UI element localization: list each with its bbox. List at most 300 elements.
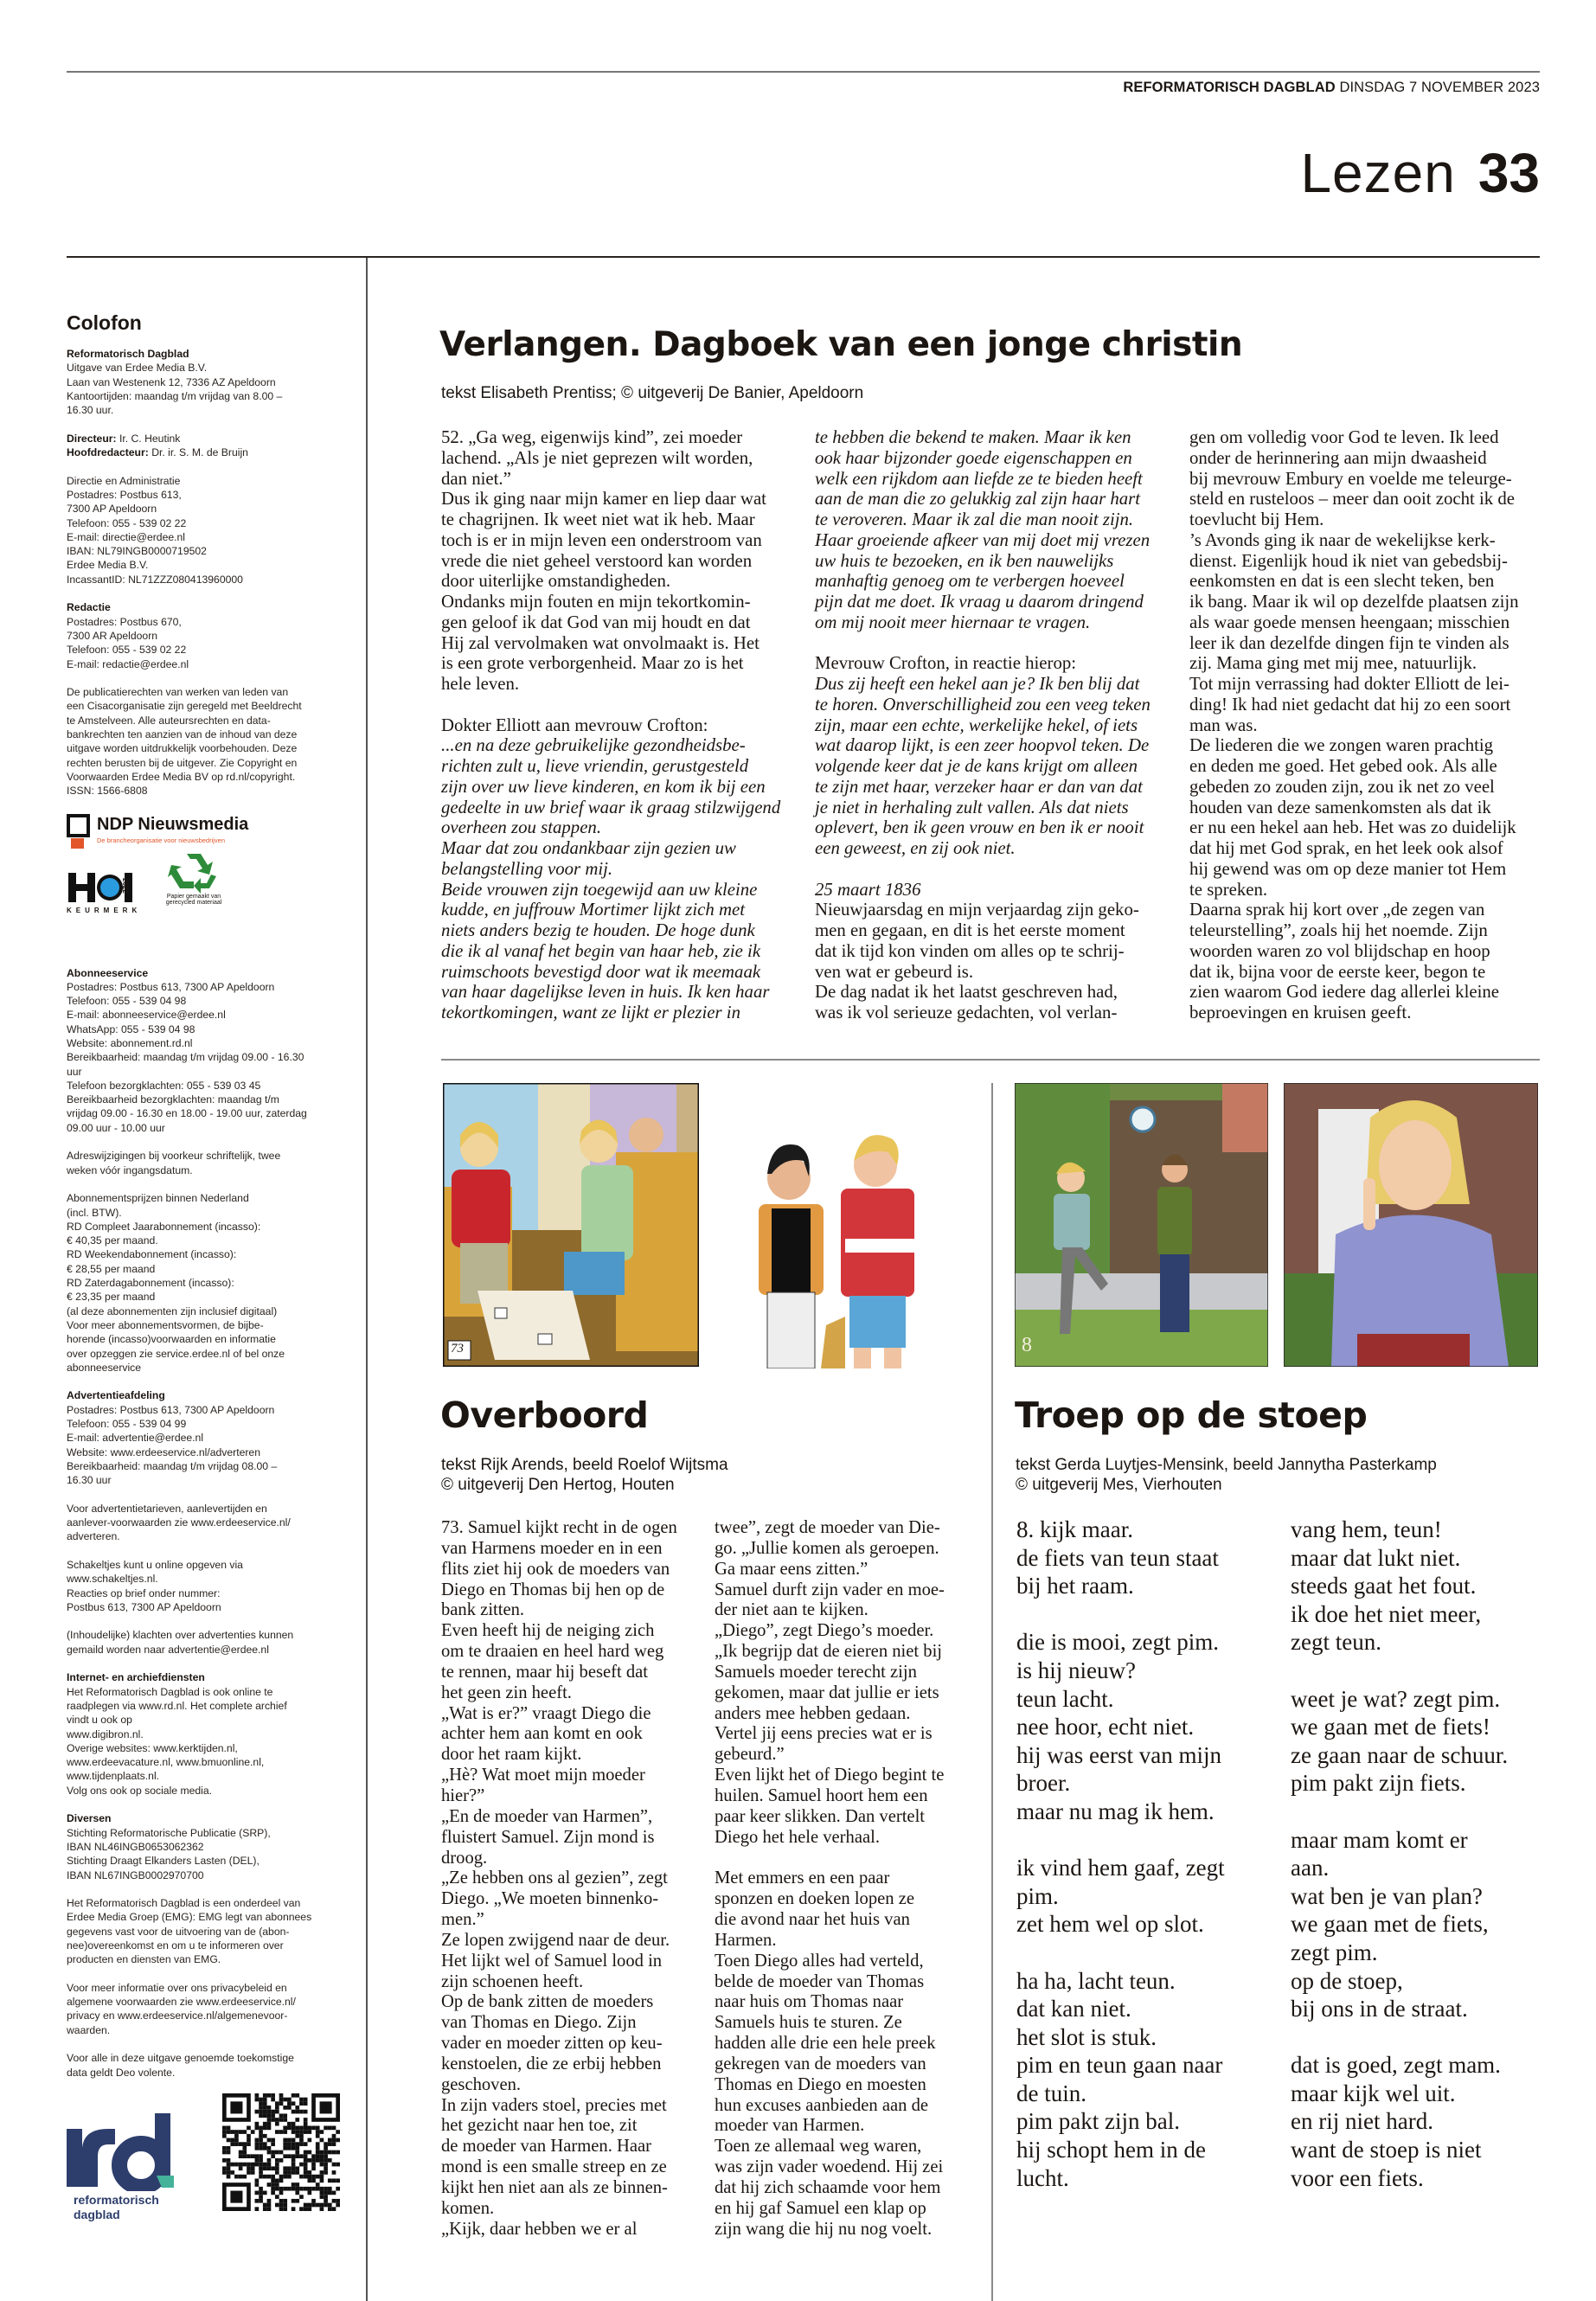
overboord-line: Diego en Thomas bij hen op de [441, 1580, 665, 1599]
overboord-line: van Thomas en Diego. Zijn [441, 2013, 637, 2033]
article-line: was ik vol serieuze gedachten, vol verlan- [815, 1003, 1118, 1022]
overboord-line: „Hè? Wat moet mijn moeder [441, 1766, 645, 1785]
article-line: kudde, en juffrouw Mortimer lijkt zich met [441, 900, 745, 920]
article-line: Mevrouw Crofton, in reactie hierop: [815, 653, 1077, 674]
colofon-logos [67, 798, 352, 966]
article-line [815, 859, 1151, 880]
colofon-line: IBAN NL67INGB0002970700 [67, 1868, 204, 1881]
section-name: Lezen [1300, 142, 1456, 204]
colofon-line [67, 600, 352, 614]
overboord-line: Even lijkt het of Diego begint te [715, 1766, 945, 1785]
troep-line: steeds gaat het fout. [1291, 1573, 1477, 1599]
blank-line [67, 1798, 352, 1811]
colofon-line: Kantoortijden: maandag t/m vrijdag van 8.00 – [67, 389, 283, 402]
troep-title: Troep op de stoep [1015, 1394, 1368, 1436]
article-line: men en gegaan, en dit is het eerste moment [815, 920, 1125, 940]
troep-line: hij was eerst van mijn [1016, 1741, 1221, 1768]
overboord-line: hun excuses aanbieden aan de [715, 2095, 929, 2115]
colofon-line: raadplegen via www.rd.nl. Het complete archief [67, 1699, 287, 1712]
troep-line: maar mam komt er [1291, 1826, 1468, 1853]
overboord-line: dat hij zich schaamde voor hem [715, 2178, 941, 2197]
recycle-caption-1: Papier gemaakt van [166, 893, 221, 900]
overboord-line: naar huis om Thomas naar [715, 1992, 904, 2012]
colofon-value: Dr. ir. S. M. de Bruijn [148, 446, 248, 459]
ndp-square-icon [67, 814, 90, 837]
overboord-line: „Ik begrijp dat de eieren niet bij [715, 1642, 943, 1662]
colofon-line: Bereikbaarheid: maandag t/m vrijdag 08.00 – [67, 1459, 278, 1472]
colofon-label: Advertentieafdeling [67, 1389, 165, 1402]
colofon-line: gemaild worden naar advertentie@erdee.nl [67, 1643, 269, 1656]
colofon-line: een Cisacorganisatie zijn geregeld met Beeldrecht [67, 700, 302, 713]
troep-panel-mother [1284, 1083, 1538, 1367]
ndp-tagline: De brancheorganisatie voor nieuwsbedrijven [97, 836, 226, 844]
overboord-line: anders mee hebben gedaan. [715, 1703, 911, 1723]
overboord-line: „En de moeder van Harmen”, [441, 1806, 653, 1826]
hoi-keurmerk-logo [67, 868, 144, 920]
overboord-line: der niet aan te kijken. [715, 1600, 869, 1620]
overboord-line: Vertel jij eens precies wat er is [715, 1724, 933, 1744]
header-rule [67, 256, 1540, 258]
troep-line: pim pakt zijn bal. [1016, 2108, 1180, 2135]
boys-playing-ball-illustration [1015, 1083, 1268, 1367]
article-line: dan niet.” [441, 468, 511, 489]
colofon-line: Telefoon: 055 - 539 02 22 [67, 644, 187, 657]
colofon-line: Voor alle in deze uitgave genoemde toekomstige [67, 2052, 294, 2065]
blank-line [67, 1177, 352, 1191]
troep-line: die is mooi, zegt pim. [1016, 1629, 1219, 1656]
colofon-line: Het Reformatorisch Dagblad is een onderdeel van [67, 1897, 301, 1910]
colofon-line: Voor meer abonnementsvormen, de bijbe- [67, 1318, 264, 1331]
article-line: ven wat er gebeurd is. [815, 961, 974, 982]
colofon-line: Reacties op brief onder nummer: [67, 1586, 221, 1599]
hoi-label: KEURMERK [67, 906, 142, 914]
article-line: er nu een hekel aan heb. Het was zo duidelijk [1189, 817, 1516, 838]
overboord-line: Harmen. [715, 1930, 777, 1950]
overboord-line: flits ziet hij ook de moeders van [441, 1559, 670, 1579]
blank-line [67, 1882, 352, 1896]
mother-illustration [1284, 1083, 1538, 1367]
overboord-line: gekomen, maar dat jullie er iets [715, 1682, 939, 1702]
colofon-line: uitgave worden uitdrukkelijk voorbehouden. Deze [67, 742, 298, 755]
troep-line: bij het raam. [1016, 1573, 1134, 1599]
troep-line: de fiets van teun staat [1016, 1544, 1219, 1571]
troep-line: is hij nieuw? [1016, 1657, 1136, 1683]
overboord-line: Ga maar eens zitten.” [715, 1559, 869, 1579]
overboord-line: kijkt hen niet aan als ze binnen- [441, 2178, 668, 2197]
colofon-line [67, 1670, 352, 1684]
article-line: dat ik tijd kon vinden om alles op te schrij- [815, 940, 1125, 961]
troep-line: zet hem wel op slot. [1016, 1911, 1204, 1938]
troep-line: pim en teun gaan naar [1016, 2052, 1223, 2079]
colofon-label: Hoofdredacteur: [67, 446, 149, 459]
article-line: toevlucht bij Hem. [1189, 510, 1324, 529]
rd-logo [67, 2113, 188, 2234]
article-line: Dus ik ging naar mijn kamer en liep daar wat [441, 489, 766, 510]
article-line: welk een rijkdom aan liefde ze te bieden heeft [815, 468, 1143, 489]
colofon-line: Bereikbaarheid: maandag t/m vrijdag 09.00 - 16.30 [67, 1051, 304, 1064]
colofon-line: Voor meer informatie over ons privacybeleid en [67, 1981, 287, 1994]
overboord-line: go. „Jullie komen als geroepen. [715, 1538, 939, 1558]
colofon-line: Bereikbaarheid bezorgklachten: maandag t/m [67, 1093, 279, 1106]
colofon-label: Reformatorisch Dagblad [67, 348, 189, 360]
troep-line: maar kijk wel uit. [1291, 2080, 1456, 2106]
overboord-byline-2: © uitgeverij Den Hertog, Houten [441, 1476, 675, 1494]
overboord-line: kenstoelen, die ze erbij hebben [441, 2054, 662, 2073]
troep-line: teun lacht. [1016, 1685, 1114, 1712]
troep-line [1291, 1657, 1508, 1685]
overboord-line: gebeurd.” [715, 1745, 785, 1765]
troep-line: ik vind hem gaaf, zegt [1016, 1855, 1225, 1881]
overboord-line: droog. [441, 1848, 488, 1868]
troep-line: we gaan met de fiets! [1291, 1714, 1490, 1740]
colofon-label: Diversen [67, 1812, 112, 1825]
colofon-line: Abonnementsprijzen binnen Nederland [67, 1192, 249, 1205]
colofon-line: data geldt Deo volente. [67, 2066, 176, 2079]
colofon-line: rechten berusten bij de uitgever. Zie Copyright en [67, 756, 298, 769]
colofon-line [67, 1811, 352, 1825]
colofon-line: 16.30 uur [67, 1474, 112, 1487]
article-line: pijn dat me doet. Ik vraag u daarom dringend [815, 592, 1144, 612]
colofon-line: horende (incasso)voorwaarden en informatie [67, 1333, 276, 1346]
article-line: Ondanks mijn fouten en mijn tekortkomin- [441, 592, 751, 612]
overboord-line: door het raam kijkt. [441, 1745, 582, 1765]
colofon-line: over opzeggen zie service.erdee.nl of bel onze [67, 1347, 285, 1360]
article-column-2 [815, 427, 1151, 1023]
colofon-line: IncassantID: NL71ZZZ080413960000 [67, 573, 243, 586]
overboord-line: hadden alle drie een hele preek [715, 2034, 936, 2054]
troep-line: zegt pim. [1291, 1939, 1378, 1965]
article-line: Tot mijn verrassing had dokter Elliott de lei- [1189, 674, 1509, 694]
article-line: leer ik dan dezelfde dingen fijn te vinden als [1189, 632, 1509, 653]
blank-line [67, 1487, 352, 1501]
colofon-line: E-mail: redactie@erdee.nl [67, 657, 189, 670]
article-line: tekortkomingen, want ze lijkt er plezier in [441, 1003, 740, 1022]
article-line: door uiterlijke omstandigheden. [441, 571, 671, 592]
article-line: beproevingen en kruisen geeft. [1189, 1003, 1412, 1022]
masthead [1123, 80, 1540, 96]
troep-line [1291, 2023, 1508, 2052]
colofon-line: te Amstelveen. Alle auteursrechten en data- [67, 714, 271, 727]
overboord-line: zijn wang die hij nu nog voelt. [715, 2219, 933, 2239]
colofon-line [67, 432, 352, 445]
issue-date: DINSDAG 7 NOVEMBER 2023 [1339, 80, 1540, 95]
article-line: ruimschoots bevestigd door wat ik meemaak [441, 961, 761, 982]
overboord-line: hier?” [441, 1785, 485, 1805]
colofon-line: E-mail: abonneeservice@erdee.nl [67, 1009, 226, 1022]
article-line: te horen. Onverschilligheid zou een veeg teken [815, 694, 1151, 715]
troep-line: lucht. [1016, 2164, 1069, 2191]
colofon-line: bankrechten ten aanzien van de inhoud van deze [67, 728, 298, 741]
article-line: De liederen die we zongen waren prachtig [1189, 735, 1494, 756]
colofon-line: ISSN: 1566-6808 [67, 785, 148, 798]
colofon-line [67, 347, 352, 361]
troep-line: vang hem, teun! [1291, 1516, 1442, 1542]
article-line: 52. „Ga weg, eigenwijs kind”, zei moeder [441, 427, 743, 447]
overboord-line: huilen. Samuel hoort hem een [715, 1785, 928, 1805]
blank-line [67, 459, 352, 473]
troep-line: bij ons in de straat. [1291, 1996, 1468, 2022]
overboord-panel-boys [724, 1092, 966, 1368]
blank-line [67, 1375, 352, 1388]
colofon-line: RD Zaterdagabonnement (incasso): [67, 1277, 234, 1290]
article-line: hij gewend was om op deze manier tot Hem [1189, 858, 1507, 879]
troep-line: 8. kijk maar. [1016, 1516, 1133, 1542]
hoi-year: 2022 [121, 877, 129, 894]
colofon-line [67, 445, 352, 459]
article-line: uw huis te bezoeken, en ik ben nauwelijks [815, 550, 1114, 571]
colofon-value: Ir. C. Heutink [116, 432, 181, 445]
colofon-line: Postadres: Postbus 613, 7300 AP Apeldoorn [67, 980, 275, 993]
colofon-line: vindt u ook op [67, 1714, 132, 1727]
article-line: te zijn met haar, verzeker haar er dan van dat [815, 776, 1143, 797]
overboord-line: Diego het hele verhaal. [715, 1827, 880, 1847]
troep-line [1016, 1600, 1225, 1629]
article-title: Verlangen. Dagboek van een jonge christin [439, 325, 1243, 364]
blank-line [67, 1544, 352, 1558]
article-line: zijn over uw lieve kinderen, en kom ik bij een [441, 776, 766, 797]
article-line: bij mevrouw Embury en voelde me teleurge- [1189, 468, 1512, 489]
article-line: zijn, maar een echte, werkelijke hekel, of iets [815, 715, 1138, 735]
colofon-line: waarden. [67, 2023, 111, 2036]
article-line: lachend. „Als je niet geprezen wilt worden, [441, 447, 753, 468]
blank-line [67, 417, 352, 431]
article-bottom-rule [441, 1059, 1540, 1061]
article-line: zij. Mama ging met mij mee, natuurlijk. [1189, 653, 1477, 674]
troep-line [1291, 1798, 1508, 1826]
overboord-line: „Ze hebben ons al gezien”, zegt [441, 1868, 668, 1888]
blank-line [67, 2037, 352, 2051]
overboord-line: van Harmens moeder en in een [441, 1538, 663, 1558]
colofon [67, 311, 352, 2080]
overboord-column-1 [441, 1518, 677, 2240]
article-line: eenkomsten en dat is een slecht teken, ben [1189, 571, 1495, 592]
article-line: te veroveren. Maar ik zal die man nooit zijn. [815, 510, 1134, 529]
colofon-line: Voorwaarden Erdee Media BV op rd.nl/copyright. [67, 770, 296, 783]
article-line: steld en rusteloos – meer dan ooit zocht ik de [1189, 489, 1515, 510]
article-line: manhaftig genoeg om te verbergen hoeveel [815, 571, 1125, 592]
colofon-line: Telefoon: 055 - 539 04 99 [67, 1418, 187, 1430]
overboord-line: Samuels huis te sturen. Ze [715, 2013, 902, 2033]
colofon-line: WhatsApp: 055 - 539 04 98 [67, 1022, 195, 1035]
colofon-line: E-mail: advertentie@erdee.nl [67, 1432, 204, 1445]
troep-line: op de stoep, [1291, 1967, 1403, 1994]
article-line: hele leven. [441, 674, 520, 694]
overboord-line: om te draaien en heel hard weg [441, 1642, 664, 1662]
overboord-line: was zijn vader woedend. Hij zei [715, 2157, 944, 2177]
overboord-line: twee”, zegt de moeder van Die- [715, 1518, 940, 1537]
article-line: richten zult u, lieve vriendin, gerustgesteld [441, 756, 749, 776]
troep-line: we gaan met de fiets, [1291, 1911, 1489, 1938]
article-line: man was. [1189, 715, 1258, 735]
article-line [441, 695, 780, 715]
overboord-line: achter hem aan komt en ook [441, 1724, 643, 1744]
article-line: dat hij met God sprak, en het leek ook alsof [1189, 838, 1503, 858]
troep-line: broer. [1016, 1770, 1071, 1797]
article-line: Maar dat zou ondankbaar zijn gezien uw [441, 838, 736, 858]
overboord-line: belde de moeder van Thomas [715, 1971, 925, 1991]
colofon-line: uur [67, 1065, 82, 1078]
article-line: gedeelte in uw brief waar ik graag stilzwijgend [441, 797, 781, 817]
colofon-line: De publicatierechten van werken van leden van [67, 686, 289, 699]
troep-line: want de stoep is niet [1291, 2137, 1482, 2163]
colofon-label: Directeur: [67, 432, 117, 445]
overboord-line: fluistert Samuel. Zijn mond is [441, 1827, 655, 1847]
colofon-line: 7300 AP Apeldoorn [67, 503, 157, 516]
overboord-line: te rennen, maar hij beseft dat [441, 1662, 649, 1682]
colofon-line: www.erdeevacature.nl, www.bmuonline.nl, [67, 1756, 265, 1769]
overboord-line: Ze lopen zwijgend naar de deur. [441, 1930, 670, 1950]
overboord-title: Overboord [440, 1394, 649, 1436]
overboord-line: Diego. „We moeten binnenko- [441, 1889, 659, 1909]
overboord-line: men.” [441, 1910, 484, 1930]
overboord-line: „Kijk, daar hebben we er al [441, 2219, 638, 2239]
colofon-line: Website: abonnement.rd.nl [67, 1036, 193, 1049]
article-line: Daarna sprak hij kort over „de zegen van [1189, 900, 1485, 920]
article-line: volgende keer dat je de kans krijgt om alleen [815, 756, 1138, 776]
article-line: ...en na deze gebruikelijke gezondheidsbe- [441, 735, 746, 756]
colofon-line: 7300 AR Apeldoorn [67, 629, 158, 642]
overboord-line: Even heeft hij de neiging zich [441, 1621, 655, 1641]
colofon-line: IBAN: NL79INGB0000719502 [67, 545, 207, 558]
colofon-line: www.schakeltjes.nl. [67, 1573, 158, 1586]
colofon-label: Abonneeservice [67, 966, 149, 979]
overboord-line: Toen Diego alles had verteld, [715, 1951, 924, 1971]
troep-panel-playing-ball [1015, 1083, 1268, 1367]
colofon-part-1 [67, 347, 352, 798]
colofon-line: weken vóór ingangsdatum. [67, 1163, 193, 1176]
colofon-line: Directie en Administratie [67, 474, 181, 487]
article-line: je niet in herhaling zult vallen. Als dat niets [815, 797, 1129, 817]
qr-code-icon[interactable] [221, 2093, 341, 2211]
article-line: gen om volledig voor God te leven. Ik leed [1189, 427, 1499, 447]
two-boys-illustration [724, 1092, 966, 1368]
overboord-line: geschoven. [441, 2074, 522, 2094]
overboord-line: gekregen van de moeders van [715, 2054, 926, 2073]
article-line: vrede die niet geheel verstoord kan worden [441, 550, 753, 571]
article-line: dienst. Eigenlijk houd ik niet van gebedsbij- [1189, 550, 1508, 571]
article-line: van haar dagelijkse leven in huis. Ik ken haar [441, 982, 770, 1003]
overboord-line: het gezicht naar hen toe, zit [441, 2116, 638, 2136]
overboord-line: die avond naar het huis van [715, 1910, 910, 1930]
overboord-line [715, 1849, 945, 1869]
qr-code[interactable] [221, 2093, 341, 2211]
overboord-line: paar keer slikken. Dan vertelt [715, 1806, 926, 1826]
colofon-line: www.digibron.nl. [67, 1727, 144, 1740]
comics-divider [991, 1083, 993, 2301]
colofon-line: Telefoon: 055 - 539 02 22 [67, 516, 187, 529]
troep-line: hij schopt hem in de [1016, 2137, 1206, 2163]
article-line: Beide vrouwen zijn toegewijd aan uw kleine [441, 879, 758, 900]
troep-line: aan. [1291, 1855, 1330, 1881]
troep-line: het slot is stuk. [1016, 2023, 1157, 2050]
article-line: om mij nooit meer hiernaar te vragen. [815, 612, 1091, 632]
overboord-line: het geen zin heeft. [441, 1682, 572, 1702]
colofon-line: 09.00 uur - 10.00 uur [67, 1121, 165, 1134]
blank-line [67, 1657, 352, 1670]
article-line: te spreken. [1189, 879, 1268, 900]
article-line: 25 maart 1836 [815, 879, 921, 900]
ndp-name: NDP Nieuwsmedia [97, 814, 249, 834]
article-line: woorden waren zo vol blijdschap en hoop [1189, 940, 1490, 961]
overboord-line: 73. Samuel kijkt recht in de ogen [441, 1518, 677, 1537]
article-line: te chagrijnen. Ik weet niet wat ik heb. Maar [441, 510, 755, 529]
overboord-line: mond is een smalle streep en ze [441, 2157, 667, 2177]
colofon-part-2 [67, 966, 352, 2080]
colofon-line: Erdee Media B.V. [67, 559, 149, 572]
article-line: Haar groeiende afkeer van mij doet mij vrezen [815, 529, 1151, 550]
article-line: gebeden zo zouden zijn, zou ik net zo veel [1189, 776, 1495, 797]
rd-logo-text-2: dagblad [74, 2208, 120, 2221]
article-line: ’s Avonds ging ik naar de wekelijkse kerk- [1189, 529, 1496, 550]
article-line: gen geloof ik dat God van mij houdt en dat [441, 612, 751, 632]
troep-byline-1: tekst Gerda Luytjes-Mensink, beeld Jannytha Pasterkamp [1016, 1456, 1437, 1474]
overboord-line: Samuel durft zijn vader en moe- [715, 1580, 945, 1599]
colofon-line [67, 1388, 352, 1402]
overboord-line: Toen ze allemaal weg waren, [715, 2137, 922, 2157]
article-line: wat daarop lijkt, is een zeer hoopvol teken. De [815, 735, 1150, 756]
colofon-title: Colofon [67, 311, 142, 334]
article-line: ding! Ik had niet gedacht dat hij zo een soort [1189, 694, 1511, 715]
troep-line: maar nu mag ik hem. [1016, 1798, 1215, 1824]
colofon-line: Telefoon bezorgklachten: 055 - 539 03 45 [67, 1079, 261, 1092]
colofon-line: aanlever-voorwaarden zie www.erdeeservice.nl/ [67, 1516, 291, 1529]
colofon-line: adverteren. [67, 1530, 120, 1543]
colofon-line: € 40,35 per maand. [67, 1234, 158, 1247]
colofon-line: Postadres: Postbus 613, [67, 488, 182, 501]
article-byline: tekst Elisabeth Prentiss; © uitgeverij De Banier, Apeldoorn [441, 384, 864, 402]
colofon-line: Postadres: Postbus 613, 7300 AP Apeldoorn [67, 1403, 275, 1416]
colofon-line: 16.30 uur. [67, 404, 114, 417]
article-column-1 [441, 427, 780, 1023]
troep-line [1016, 1826, 1225, 1855]
overboord-line: sponzen en doeken lopen ze [715, 1889, 915, 1909]
colofon-line: (Inhoudelijke) klachten over advertenties kunnen [67, 1629, 294, 1642]
recycle-caption-2: gerecycled materiaal [165, 899, 222, 906]
overboord-line: Thomas en Diego en moesten [715, 2074, 926, 2094]
colofon-line: abonneeservice [67, 1361, 142, 1374]
troep-line: wat ben je van plan? [1291, 1882, 1483, 1909]
troep-panel-number: 8 [1022, 1334, 1032, 1356]
troep-line: voor een fiets. [1291, 2164, 1424, 2191]
colofon-line: € 23,35 per maand [67, 1291, 156, 1304]
article-line: teleurstelling”, zoals hij het noemde. Zijn [1189, 920, 1488, 940]
colofon-line: Volg ons ook op sociale media. [67, 1784, 213, 1797]
overboord-line: Met emmers en een paar [715, 1868, 890, 1888]
article-line: en deden me goed. Het gebed ook. Als alle [1189, 756, 1497, 776]
article-line: als waar goede mensen heengaan; misschien [1189, 612, 1510, 632]
article-line [815, 633, 1151, 654]
article-line: niets anders bezig te houden. De hoge dunk [441, 920, 755, 940]
rd-logo-mark-icon [67, 2113, 179, 2191]
overboord-line: moeder van Harmen. [715, 2116, 865, 2136]
article-line: Hij zal vervolmaken wat onvolmaakt is. Het [441, 632, 760, 653]
troep-line: weet je wat? zegt pim. [1291, 1685, 1501, 1712]
colofon-label: Redactie [67, 601, 111, 614]
article-line: een geweest, en zij ook niet. [815, 838, 1016, 858]
overboord-panel-number: 73 [451, 1342, 464, 1356]
blank-line [67, 1967, 352, 1981]
overboord-line: In zijn vaders stoel, precies met [441, 2095, 667, 2115]
troep-line: de tuin. [1016, 2080, 1086, 2106]
troep-column-1 [1016, 1516, 1225, 2192]
colofon-line: Adreswijzigingen bij voorkeur schriftelijk, twee [67, 1150, 281, 1163]
troep-byline-2: © uitgeverij Mes, Vierhouten [1016, 1476, 1222, 1494]
blank-line [67, 671, 352, 685]
colofon-divider [366, 258, 368, 2301]
article-line: ook haar bijzonder goede eigenschappen en [815, 447, 1132, 468]
recycle-icon [168, 850, 220, 894]
article-line: ik bang. Maar ik wil op dezelfde plaatsen zijn [1189, 592, 1519, 612]
